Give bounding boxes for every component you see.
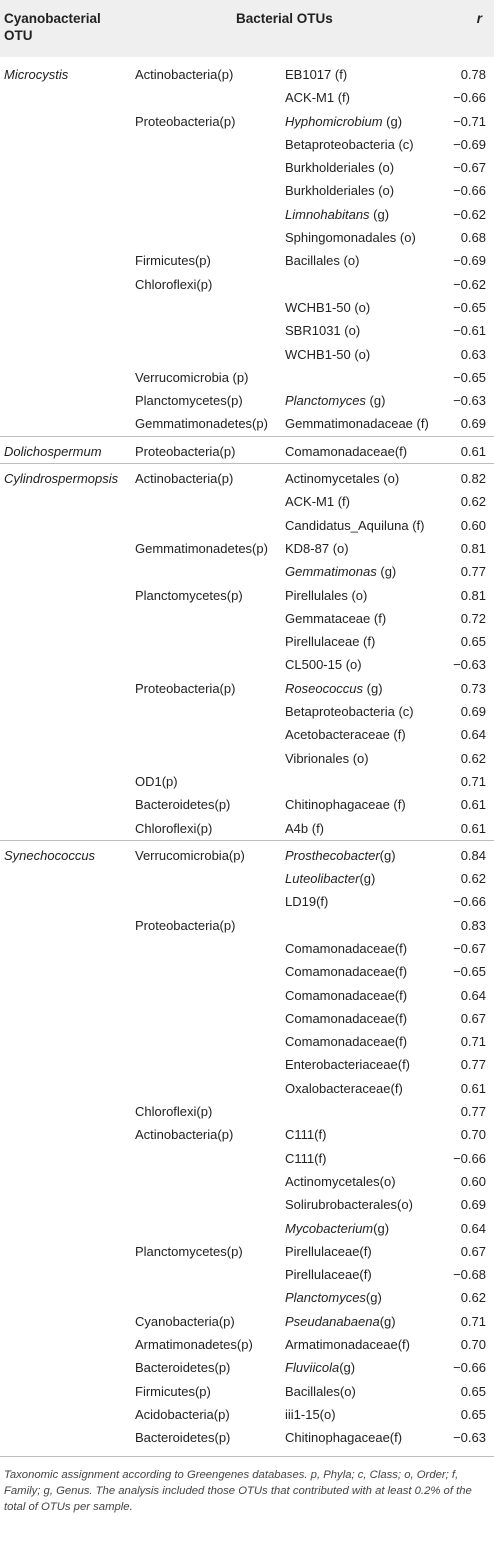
table-row [0, 1077, 494, 1100]
r-value-cell: 0.64 [460, 987, 486, 1003]
r-value-cell: −0.71 [453, 113, 486, 129]
phylum-cell: Proteobacteria(p) [135, 113, 236, 129]
r-value-cell: 0.71 [460, 1034, 486, 1050]
phylum-cell: Proteobacteria(p) [135, 680, 236, 696]
otu-name: ACK-M1 (f) [285, 494, 350, 510]
r-value-cell: 0.77 [460, 564, 486, 580]
bacterial-otu-cell [285, 867, 375, 890]
phylum-cell: Actinobacteria(p) [135, 67, 234, 82]
table-row [0, 63, 494, 86]
otu-name: Burkholderiales (o) [285, 160, 395, 176]
r-value-cell: 0.62 [460, 750, 486, 766]
otu-name: Pirellulaceae(f) [285, 1243, 372, 1259]
otu-name: Gemmataceae (f) [285, 610, 387, 626]
otu-name: Betaproteobacteria (c) [285, 704, 414, 720]
phylum-cell: Planctomycetes(p) [135, 393, 243, 409]
otu-name: Bacillales(o) [285, 1383, 356, 1399]
otu-name: CL500-15 (o) [285, 657, 362, 673]
r-value-cell: 0.60 [460, 517, 486, 533]
table-row [0, 249, 494, 272]
r-value-cell: 0.61 [460, 1080, 486, 1096]
group-dolichospermum [0, 436, 494, 463]
r-value-cell: 0.64 [460, 1220, 486, 1236]
table-row [0, 514, 494, 537]
bacterial-otu-cell [285, 1286, 382, 1309]
otu-rank: (g) [365, 1290, 382, 1306]
r-value-cell: 0.69 [460, 1197, 486, 1213]
r-value-cell: 0.72 [460, 610, 486, 626]
table-row [0, 226, 494, 249]
otu-name: LD19(f) [285, 894, 329, 910]
r-value-cell: 0.81 [460, 540, 486, 556]
r-value-cell: 0.77 [460, 1104, 486, 1120]
phylum-cell: Proteobacteria(p) [135, 917, 236, 933]
otu-name: iii1-15(o) [285, 1406, 336, 1422]
r-value-cell: −0.66 [453, 894, 486, 910]
table-row [0, 770, 494, 793]
table-row [0, 389, 494, 412]
phylum-cell: Chloroflexi(p) [135, 1104, 213, 1120]
otu-name: Bacillales (o) [285, 253, 360, 269]
r-value-cell: 0.62 [460, 871, 486, 887]
phylum-cell: Firmicutes(p) [135, 253, 211, 269]
bacterial-otu-cell [285, 1380, 356, 1403]
otu-name: C111(f) [285, 1127, 327, 1143]
bacterial-otu-cell [285, 1333, 410, 1356]
cyanobacterial-otu-cell: Microcystis [4, 67, 69, 82]
r-value-cell: 0.69 [460, 416, 486, 432]
table-row [0, 490, 494, 513]
r-value-cell: 0.73 [460, 680, 486, 696]
r-value-cell: −0.66 [453, 1150, 486, 1166]
header-bacterial-otus: Bacterial OTUs [236, 11, 333, 26]
table-row [0, 1310, 494, 1333]
table-row [0, 110, 494, 133]
r-value-cell: 0.61 [460, 797, 486, 813]
bacterial-otu-cell [285, 467, 399, 490]
otu-name: Vibrionales (o) [285, 750, 369, 766]
otu-name: Gemmatimonas [285, 564, 377, 580]
bacterial-otu-cell [285, 249, 359, 272]
r-value-cell: 0.83 [460, 917, 486, 933]
bacterial-otu-cell [285, 960, 407, 983]
phylum-cell: Proteobacteria(p) [135, 443, 236, 459]
r-value-cell: 0.78 [460, 67, 486, 82]
r-value-cell: 0.65 [460, 1383, 486, 1399]
table-body [0, 57, 494, 1457]
table-row [0, 984, 494, 1007]
otu-rank: (g) [359, 871, 376, 887]
r-value-cell: −0.66 [453, 90, 486, 106]
table-row [0, 1147, 494, 1170]
r-value-cell: −0.61 [453, 323, 486, 339]
otu-name: Actinomycetales (o) [285, 471, 400, 487]
phylum-cell: Planctomycetes(p) [135, 587, 243, 603]
table-row [0, 412, 494, 435]
group-microcystis [0, 57, 494, 436]
r-value-cell: −0.65 [453, 964, 486, 980]
bacterial-otu-cell [285, 110, 402, 133]
otu-name: Chitinophagaceae(f) [285, 1430, 403, 1446]
phylum-cell: Planctomycetes(p) [135, 1243, 243, 1259]
bacterial-otu-cell [285, 700, 414, 723]
r-value-cell: −0.68 [453, 1267, 486, 1283]
r-value-cell: 0.71 [460, 1313, 486, 1329]
otu-rank: (g) [382, 113, 403, 129]
otu-name: Actinomycetales(o) [285, 1173, 396, 1189]
r-value-cell: −0.62 [453, 206, 486, 222]
bacterial-otu-cell [285, 179, 394, 202]
table-row [0, 1356, 494, 1379]
r-value-cell: −0.63 [453, 657, 486, 673]
table-row [0, 914, 494, 937]
bacterial-otu-cell [285, 630, 375, 653]
table-row [0, 1053, 494, 1076]
bacterial-otu-cell [285, 412, 429, 435]
otu-name: Oxalobacteraceae(f) [285, 1080, 403, 1096]
otu-name: Comamonadaceae(f) [285, 940, 408, 956]
r-value-cell: 0.65 [460, 634, 486, 650]
otu-name: Sphingomonadales (o) [285, 230, 416, 246]
table-footnote: Taxonomic assignment according to Greengenes databases. p, Phyla; c, Class; o, Order; f, Family; g, Genus. The analysis included those OTUs that contributed with at least 0.2% of the total of OTUs per sample. [4, 1468, 472, 1513]
r-value-cell: 0.69 [460, 704, 486, 720]
table-row [0, 1030, 494, 1053]
otu-name: Roseococcus [285, 680, 364, 696]
otu-name: C111(f) [285, 1150, 327, 1166]
bacterial-otu-cell [285, 63, 347, 86]
phylum-cell: Gemmatimonadetes(p) [135, 416, 268, 432]
table-row [0, 1100, 494, 1123]
r-value-cell: −0.69 [453, 136, 486, 152]
phylum-cell: Chloroflexi(p) [135, 820, 213, 836]
otu-name: Acetobacteraceae (f) [285, 727, 406, 743]
phylum-cell: Bacteroidetes(p) [135, 1360, 231, 1376]
table-row [0, 793, 494, 816]
otu-name: A4b (f) [285, 820, 325, 836]
r-value-cell: 0.82 [460, 471, 486, 487]
table-row [0, 844, 494, 867]
bacterial-otu-cell [285, 1263, 372, 1286]
table-row [0, 937, 494, 960]
table-row [0, 560, 494, 583]
table-row [0, 747, 494, 770]
otu-name: Chitinophagaceae (f) [285, 797, 406, 813]
bacterial-otu-cell [285, 560, 396, 583]
table-row [0, 817, 494, 840]
bacterial-otu-cell [285, 1147, 326, 1170]
bacterial-otu-cell [285, 817, 324, 840]
bacterial-otu-cell [285, 1030, 407, 1053]
table-header [0, 0, 494, 57]
table-row [0, 960, 494, 983]
otu-name: EB1017 (f) [285, 67, 348, 82]
r-value-cell: −0.62 [453, 276, 486, 292]
bacterial-otu-cell [285, 653, 362, 676]
table-row [0, 700, 494, 723]
otu-name: ACK-M1 (f) [285, 90, 350, 106]
r-value-cell: 0.84 [460, 847, 486, 863]
r-value-cell: 0.71 [460, 773, 486, 789]
bacterial-otu-cell [285, 723, 406, 746]
bacterial-otu-cell [285, 1403, 336, 1426]
otu-name: Luteolibacter [285, 871, 360, 887]
r-value-cell: 0.67 [460, 1243, 486, 1259]
bacterial-otu-cell [285, 319, 360, 342]
table-row [0, 1426, 494, 1449]
bacterial-otu-cell [285, 537, 349, 560]
otu-rank: (g) [369, 206, 390, 222]
bacterial-otu-cell [285, 747, 369, 770]
phylum-cell: Armatimonadetes(p) [135, 1337, 253, 1353]
table-row [0, 440, 494, 463]
r-value-cell: 0.68 [460, 230, 486, 246]
otu-rank: (g) [365, 393, 386, 409]
bacterial-otu-cell [285, 1193, 413, 1216]
r-value-cell: 0.64 [460, 727, 486, 743]
otu-name: Hyphomicrobium [285, 113, 383, 129]
table-row [0, 867, 494, 890]
bacterial-otu-cell [285, 890, 328, 913]
bacterial-otu-cell [285, 793, 406, 816]
header-r: r [476, 11, 482, 26]
bacterial-otu-cell [285, 296, 370, 319]
phylum-cell: Verrucomicrobia (p) [135, 369, 249, 385]
phylum-cell: Firmicutes(p) [135, 1383, 211, 1399]
table-row [0, 1217, 494, 1240]
bacterial-otu-cell [285, 844, 396, 867]
otu-name: Pseudanabaena [285, 1313, 380, 1329]
otu-name: Burkholderiales (o) [285, 183, 395, 199]
bacterial-otu-cell [285, 440, 407, 463]
bacterial-otu-cell [285, 226, 416, 249]
table-row [0, 156, 494, 179]
r-value-cell: 0.63 [460, 346, 486, 362]
r-value-cell: 0.67 [460, 1010, 486, 1026]
otu-name: Enterobacteriaceae(f) [285, 1057, 411, 1073]
cyanobacterial-otu-cell: Synechococcus [4, 847, 96, 863]
otu-name: Solirubrobacterales(o) [285, 1197, 413, 1213]
table-row [0, 366, 494, 389]
table-row [0, 1240, 494, 1263]
phylum-cell: Bacteroidetes(p) [135, 1430, 231, 1446]
bacterial-otu-cell [285, 677, 383, 700]
r-value-cell: 0.65 [460, 1406, 486, 1422]
table-row [0, 653, 494, 676]
phylum-cell: OD1(p) [135, 773, 178, 789]
table-row [0, 1263, 494, 1286]
otu-name: Comamonadaceae(f) [285, 443, 408, 459]
table-row [0, 1123, 494, 1146]
r-value-cell: −0.69 [453, 253, 486, 269]
otu-name: Pirellulales (o) [285, 587, 368, 603]
group-synechococcus [0, 840, 494, 1450]
otu-name: Armatimonadaceae(f) [285, 1337, 410, 1353]
r-value-cell: −0.67 [453, 160, 486, 176]
table-row [0, 86, 494, 109]
phylum-cell: Actinobacteria(p) [135, 471, 234, 487]
r-value-cell: 0.70 [460, 1337, 486, 1353]
r-value-cell: 0.62 [460, 494, 486, 510]
bacterial-otu-cell [285, 937, 407, 960]
table-row [0, 467, 494, 490]
table-row [0, 584, 494, 607]
bacterial-otu-cell [285, 1007, 407, 1030]
table-row [0, 273, 494, 296]
otu-rank: (g) [373, 1220, 390, 1236]
bacterial-otu-cell [285, 343, 370, 366]
table-row [0, 1333, 494, 1356]
bacterial-otu-cell [285, 490, 350, 513]
bacterial-otu-cell [285, 86, 350, 109]
otu-rank: (g) [339, 1360, 356, 1376]
r-value-cell: −0.63 [453, 393, 486, 409]
bacterial-otu-cell [285, 584, 367, 607]
table-row [0, 1007, 494, 1030]
otu-name: Gemmatimonadaceae (f) [285, 416, 429, 432]
otu-rank: (g) [376, 564, 397, 580]
table-row [0, 319, 494, 342]
bacterial-otu-cell [285, 1217, 389, 1240]
otu-name: Mycobacterium [285, 1220, 374, 1236]
table-row [0, 677, 494, 700]
otu-name: WCHB1-50 (o) [285, 346, 371, 362]
otu-name: Planctomyces [285, 1290, 366, 1306]
bacterial-otu-cell [285, 514, 424, 537]
r-value-cell: 0.62 [460, 1290, 486, 1306]
otu-rank: (g) [379, 1313, 396, 1329]
phylum-cell: Verrucomicrobia(p) [135, 847, 245, 863]
table-row [0, 133, 494, 156]
r-value-cell: −0.66 [453, 1360, 486, 1376]
otu-rank: (g) [379, 847, 396, 863]
otu-name: WCHB1-50 (o) [285, 299, 371, 315]
r-value-cell: 0.81 [460, 587, 486, 603]
r-value-cell: 0.70 [460, 1127, 486, 1143]
table-row [0, 1403, 494, 1426]
otu-name: Betaproteobacteria (c) [285, 136, 414, 152]
table-row [0, 607, 494, 630]
table-row [0, 537, 494, 560]
otu-name: Comamonadaceae(f) [285, 1010, 408, 1026]
bacterial-otu-cell [285, 1426, 402, 1449]
r-value-cell: −0.65 [453, 369, 486, 385]
group-cylindrospermopsis [0, 463, 494, 840]
cyanobacterial-otu-cell: Cylindrospermopsis [4, 471, 119, 487]
table-row [0, 343, 494, 366]
bacterial-otu-cell [285, 389, 385, 412]
bacterial-otu-cell [285, 1077, 403, 1100]
table-row [0, 296, 494, 319]
cyanobacterial-otu-cell: Dolichospermum [4, 443, 102, 459]
table-row [0, 1286, 494, 1309]
bacterial-otu-cell [285, 607, 386, 630]
otu-name: Candidatus_Aquiluna (f) [285, 517, 425, 533]
r-value-cell: 0.60 [460, 1173, 486, 1189]
phylum-cell: Acidobacteria(p) [135, 1406, 230, 1422]
otu-name: Prosthecobacter [285, 847, 380, 863]
otu-name: Comamonadaceae(f) [285, 1034, 408, 1050]
table-row [0, 1193, 494, 1216]
table-row [0, 630, 494, 653]
bacterial-otu-cell [285, 1240, 372, 1263]
otu-name: Comamonadaceae(f) [285, 987, 408, 1003]
phylum-cell: Cyanobacteria(p) [135, 1313, 235, 1329]
otu-rank: (g) [363, 680, 383, 696]
table-row [0, 1170, 494, 1193]
otu-name: Planctomyces [285, 393, 366, 409]
r-value-cell: 0.61 [460, 820, 486, 836]
r-value-cell: −0.63 [453, 1430, 486, 1446]
table-row [0, 723, 494, 746]
bacterial-otu-cell [285, 133, 414, 156]
phylum-cell: Bacteroidetes(p) [135, 797, 231, 813]
header-cyanobacterial-otu: Cyanobacterial OTU [4, 11, 101, 43]
phylum-cell: Actinobacteria(p) [135, 1127, 234, 1143]
otu-name: KD8-87 (o) [285, 540, 349, 556]
r-value-cell: −0.65 [453, 299, 486, 315]
otu-name: Fluviicola [285, 1360, 340, 1376]
r-value-cell: −0.66 [453, 183, 486, 199]
otu-name: Pirellulaceae (f) [285, 634, 376, 650]
r-value-cell: 0.77 [460, 1057, 486, 1073]
bacterial-otu-cell [285, 984, 407, 1007]
table-row [0, 890, 494, 913]
bacterial-otu-cell [285, 1053, 410, 1076]
otu-name: Comamonadaceae(f) [285, 964, 408, 980]
bacterial-otu-cell [285, 1310, 396, 1333]
table-row [0, 1380, 494, 1403]
bacterial-otu-cell [285, 203, 389, 226]
bacterial-otu-cell [285, 1356, 355, 1379]
table-row [0, 179, 494, 202]
phylum-cell: Gemmatimonadetes(p) [135, 540, 268, 556]
r-value-cell: −0.67 [453, 940, 486, 956]
otu-name: Limnohabitans [285, 206, 370, 222]
table-row [0, 203, 494, 226]
otu-name: Pirellulaceae(f) [285, 1267, 372, 1283]
bacterial-otu-cell [285, 1170, 396, 1193]
otu-name: SBR1031 (o) [285, 323, 361, 339]
phylum-cell: Chloroflexi(p) [135, 276, 213, 292]
bacterial-otu-cell [285, 1123, 326, 1146]
bacterial-otu-cell [285, 156, 394, 179]
r-value-cell: 0.61 [460, 443, 486, 459]
